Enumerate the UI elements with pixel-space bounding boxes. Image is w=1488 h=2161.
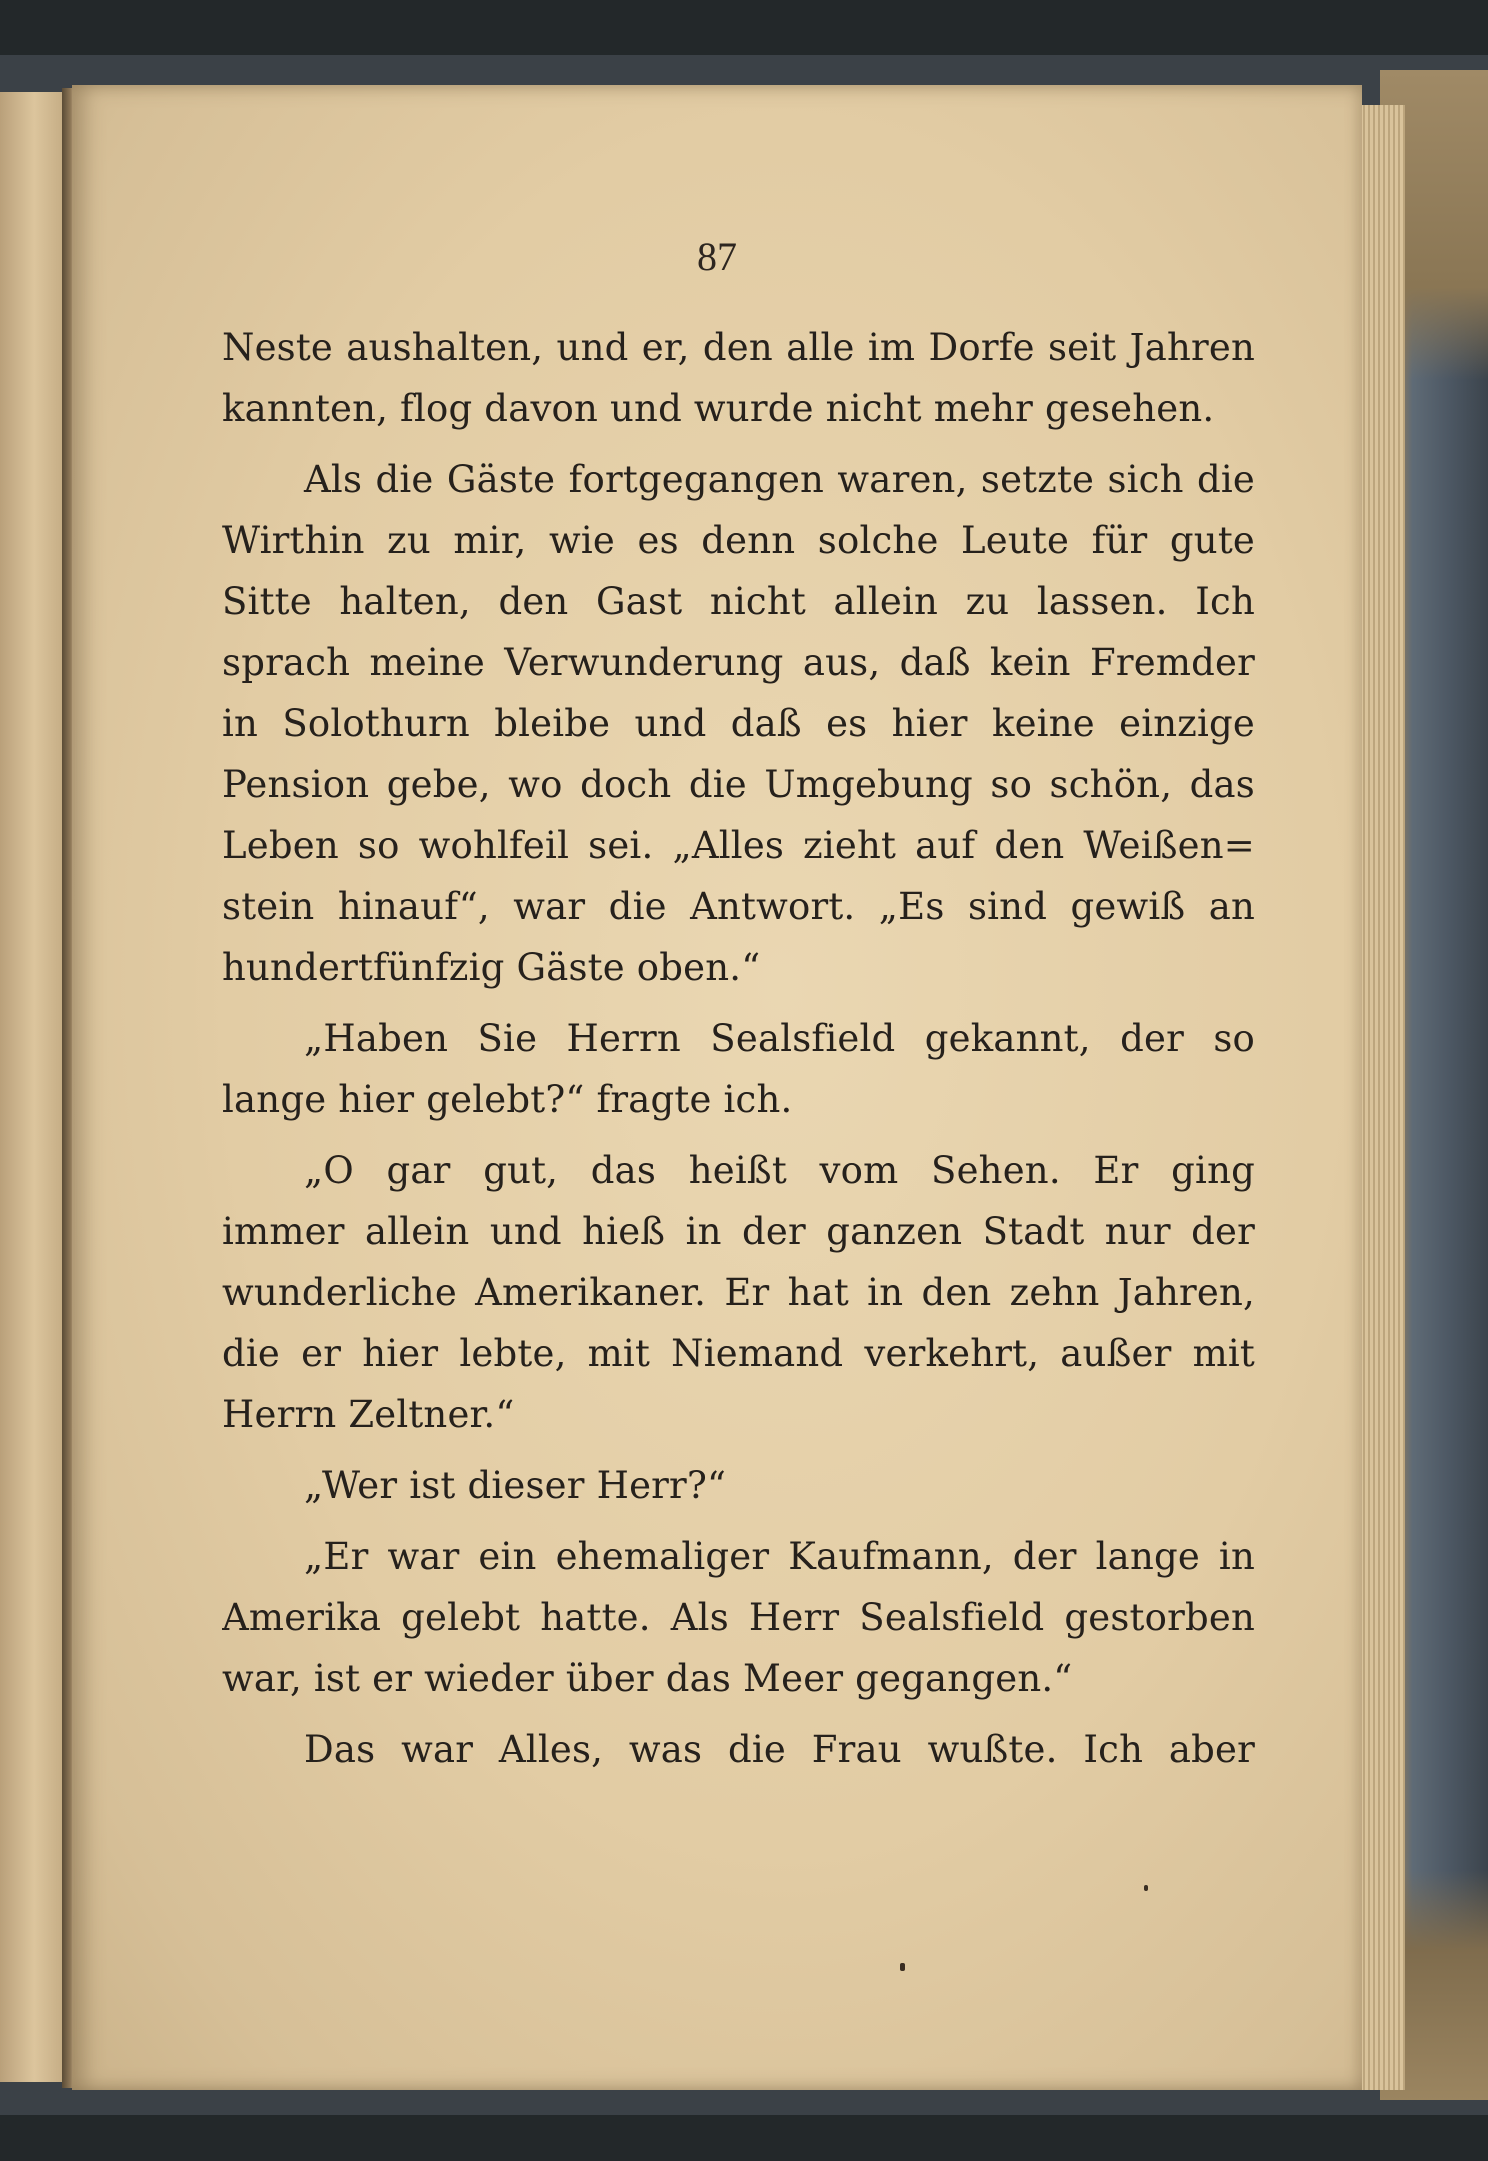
- text-line: stein hinauf“, war die Antwort. „Es sind gewiß an: [222, 885, 1255, 928]
- text-line: sprach meine Verwunderung aus, daß kein Fremder: [222, 641, 1255, 684]
- text-line: Sitte halten, den Gast nicht allein zu lassen. Ich: [222, 580, 1255, 623]
- text-line: in Solothurn bleibe und daß es hier keine einzige: [222, 702, 1255, 745]
- page-number: 87: [697, 234, 737, 279]
- text-line: Neste aushalten, und er, den alle im Dorfe seit Jahren: [222, 326, 1255, 369]
- text-line: hundertfünfzig Gäste oben.“: [222, 946, 761, 989]
- text-line: Amerika gelebt hatte. Als Herr Sealsfield gestorben: [222, 1596, 1255, 1639]
- text-line: immer allein und hieß in der ganzen Stadt nur der: [222, 1210, 1255, 1253]
- text-line: Leben so wohlfeil sei. „Alles zieht auf den Weißen=: [222, 824, 1255, 867]
- text-line: war, ist er wieder über das Meer gegangen.“: [222, 1657, 1073, 1700]
- page-text: [222, 317, 1255, 1780]
- page-edges: [1355, 105, 1405, 2090]
- text-line: Herrn Zeltner.“: [222, 1393, 515, 1436]
- text-line: Pension gebe, wo doch die Umgebung so schön, das: [222, 763, 1255, 806]
- text-line: Als die Gäste fortgegangen waren, setzte sich die: [304, 458, 1255, 501]
- text-line: „Wer ist dieser Herr?“: [304, 1464, 727, 1507]
- text-line: Wirthin zu mir, wie es denn solche Leute für gute: [222, 519, 1255, 562]
- paper-speck: [1144, 1885, 1148, 1891]
- text-line: wunderliche Amerikaner. Er hat in den zehn Jahren,: [222, 1271, 1255, 1314]
- text-line: kannten, flog davon und wurde nicht mehr gesehen.: [222, 387, 1215, 430]
- text-line: „Er war ein ehemaliger Kaufmann, der lange in: [304, 1535, 1255, 1578]
- text-line: „O gar gut, das heißt vom Sehen. Er ging: [304, 1149, 1255, 1192]
- text-line: die er hier lebte, mit Niemand verkehrt, außer mit: [222, 1332, 1255, 1375]
- text-line: „Haben Sie Herrn Sealsfield gekannt, der so: [304, 1017, 1255, 1060]
- paper-speck: [900, 1963, 905, 1971]
- book-page: [72, 85, 1362, 2090]
- text-line: Das war Alles, was die Frau wußte. Ich aber: [304, 1728, 1255, 1771]
- facing-page-edge: [0, 92, 62, 2082]
- text-line: lange hier gelebt?“ fragte ich.: [222, 1078, 793, 1121]
